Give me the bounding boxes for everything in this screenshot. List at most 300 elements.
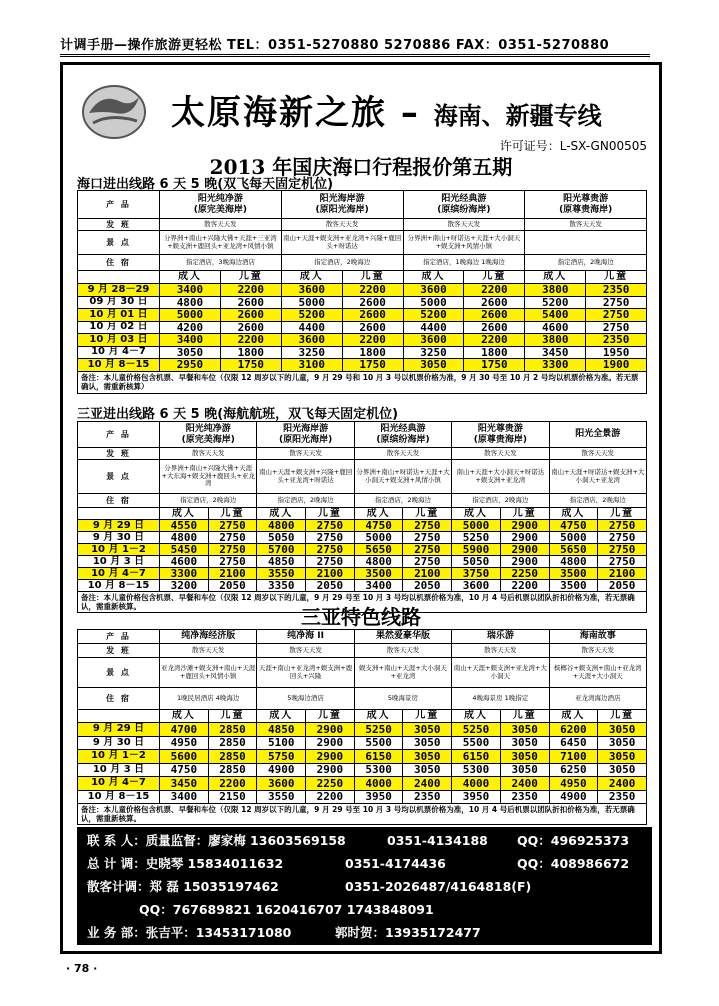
depart-label: 发 班 [78, 644, 160, 658]
price-cell: 2900 [306, 763, 355, 777]
price-cell: 2400 [500, 777, 549, 791]
depart-cell: 散客天天发 [452, 644, 549, 658]
price-cell: 2750 [403, 520, 452, 532]
adult-header: 成人 [281, 271, 342, 284]
price-cell: 4000 [452, 777, 501, 791]
price-cell: 5250 [452, 723, 501, 737]
adult-header: 成人 [354, 508, 403, 520]
price-cell: 2750 [403, 556, 452, 568]
price-cell: 3400 [160, 284, 221, 297]
price-cell: 2750 [403, 532, 452, 544]
price-cell: 4200 [160, 321, 221, 334]
product-name [452, 422, 549, 448]
table-note: 备注：本儿童价格包含机票、早餐和车位（仅限 12 周岁以下的儿童，9 月 29 号至 10 月 3 号均以机票价格为准，10 月 4 号后机票以团队折扣价格为准，若无票确认，需重新核算。 [78, 804, 647, 825]
sanya-price-table [77, 421, 647, 613]
sights-label: 景 点 [78, 658, 160, 688]
product-name [403, 191, 525, 219]
date-cell: 9 月 30 日 [78, 532, 160, 544]
table-row [78, 494, 647, 508]
product-title: 阳光尊贵游 [563, 193, 609, 204]
depart-cell: 散客天天发 [281, 219, 403, 231]
product-name [257, 422, 354, 448]
child-header: 儿童 [500, 508, 549, 520]
price-cell: 2750 [586, 296, 647, 309]
hotel-cell: 指定酒店，2晚海边 [354, 494, 451, 508]
product-title: 阳光纯净游 [185, 423, 231, 434]
price-cell: 2900 [306, 736, 355, 750]
price-cell: 2750 [598, 532, 647, 544]
table-row [78, 448, 647, 460]
product-label: 产 品 [78, 191, 160, 219]
product-subtitle: (原尊贵海岸) [559, 204, 613, 215]
price-cell: 2600 [220, 309, 281, 322]
adult-header: 成人 [354, 710, 403, 723]
price-cell: 3050 [403, 736, 452, 750]
price-cell: 2100 [208, 568, 257, 580]
table-row [78, 520, 647, 532]
sights-cell: 蜈支洲+南山+天涯+大小洞天+亚龙湾 [354, 658, 451, 688]
price-cell: 3500 [549, 580, 598, 592]
product-subtitle: (原完美海岸) [181, 434, 235, 445]
price-cell: 2750 [208, 544, 257, 556]
price-cell: 3800 [525, 284, 586, 297]
price-cell: 3750 [452, 568, 501, 580]
table-row [78, 231, 647, 255]
date-cell: 10 月 3 日 [78, 556, 160, 568]
price-cell: 1800 [464, 346, 525, 359]
table-row [78, 568, 647, 580]
sights-cell: 南山+天涯+蜈支洲+兴隆+鹿回头+亚龙湾+呀诺达 [257, 460, 354, 494]
table-row [78, 346, 647, 359]
product-name [549, 422, 646, 448]
price-cell: 6150 [452, 750, 501, 764]
table-row [78, 321, 647, 334]
product-title: 纯净海经济版 [181, 631, 236, 642]
price-cell: 2100 [598, 568, 647, 580]
product-title: 瑞乐游 [486, 631, 514, 642]
price-cell: 3400 [160, 790, 209, 804]
sights-cell: 南山+天涯+呀诺达+蜈支洲+大小洞天+亚龙湾 [549, 460, 646, 494]
price-cell: 4400 [403, 321, 464, 334]
price-cell: 2200 [464, 284, 525, 297]
table-row [78, 296, 647, 309]
price-cell: 2250 [500, 568, 549, 580]
product-title: 阳光纯净游 [197, 193, 243, 204]
price-cell: 4900 [549, 790, 598, 804]
price-cell: 4850 [257, 723, 306, 737]
date-cell: 9 月 29 日 [78, 520, 160, 532]
price-cell: 3800 [525, 334, 586, 347]
price-cell: 2050 [306, 580, 355, 592]
price-cell: 4600 [525, 321, 586, 334]
hotel-cell: 指定酒店，3晚海边酒店 [160, 255, 282, 271]
child-header: 儿童 [342, 271, 403, 284]
price-cell: 3100 [281, 359, 342, 372]
table-row [78, 723, 647, 737]
adult-header: 成人 [452, 710, 501, 723]
price-cell: 2400 [598, 777, 647, 791]
price-cell: 1800 [342, 346, 403, 359]
contact-row: 散客计调：郑 磊 15035197462 0351-2026487/4164818(F) [87, 879, 532, 894]
price-cell: 2950 [160, 359, 221, 372]
table-row [78, 763, 647, 777]
adult-header: 成人 [525, 271, 586, 284]
table-row [78, 532, 647, 544]
date-cell: 10 月 3 日 [78, 763, 160, 777]
depart-cell: 散客天天发 [354, 448, 451, 460]
price-cell: 3050 [598, 763, 647, 777]
table-row [78, 658, 647, 688]
date-cell: 9 月 28－29 [78, 284, 160, 297]
price-cell: 2050 [598, 580, 647, 592]
price-cell: 3350 [257, 580, 306, 592]
price-cell: 2750 [586, 321, 647, 334]
price-cell: 2600 [342, 321, 403, 334]
price-cell: 2200 [306, 790, 355, 804]
price-cell: 1750 [342, 359, 403, 372]
product-title: 纯净海 II [287, 631, 324, 642]
product-name [281, 191, 403, 219]
table-row [78, 255, 647, 271]
price-cell: 2750 [598, 544, 647, 556]
price-cell: 3400 [160, 334, 221, 347]
price-cell: 5750 [257, 750, 306, 764]
price-cell: 4950 [160, 736, 209, 750]
price-cell: 4900 [257, 763, 306, 777]
price-cell: 2850 [208, 736, 257, 750]
price-cell: 5500 [452, 736, 501, 750]
product-title: 阳光海岸游 [283, 423, 329, 434]
hotel-cell: 指定酒店，2晚海边 [281, 255, 403, 271]
price-cell: 3050 [403, 763, 452, 777]
product-title: 阳光经典游 [441, 193, 487, 204]
sights-label: 景 点 [78, 231, 160, 255]
product-label: 产 品 [78, 630, 160, 644]
product-label: 产 品 [78, 422, 160, 448]
price-cell: 2400 [403, 777, 452, 791]
product-subtitle: (原缤纷海岸) [376, 434, 430, 445]
sights-cell: 南山+天涯+蜈支洲+亚龙湾+兴隆+鹿回头+呀诺达 [281, 231, 403, 255]
price-cell: 4800 [354, 556, 403, 568]
license-number: 许可证号：L-SX-GN00505 [499, 139, 647, 153]
price-cell: 2750 [586, 309, 647, 322]
sights-cell: 分界洲+南山+兴隆大佛+天涯+大东海+蜈支洲+鹿回头+亚龙湾 [160, 460, 257, 494]
table-row [78, 271, 647, 284]
price-cell: 7100 [549, 750, 598, 764]
price-cell: 3200 [160, 580, 209, 592]
product-subtitle: (原阳光海岸) [278, 434, 333, 445]
main-title: 2013 年国庆海口行程报价第五期 [209, 155, 513, 179]
sights-cell: 天涯+南山+亚龙湾+蜈支洲+鹿回头+兴隆 [257, 658, 354, 688]
price-cell: 3600 [281, 334, 342, 347]
price-cell: 5250 [354, 723, 403, 737]
price-cell: 2200 [208, 777, 257, 791]
sights-cell: 南山+天涯+大小洞天+呀诺达+蜈支洲+亚龙湾 [452, 460, 549, 494]
contact-row: 业 务 部：张吉平：13453171080 郭时贺：13935172477 [87, 925, 481, 940]
price-cell: 2850 [208, 723, 257, 737]
hotel-cell: 指定酒店，2晚海边 [452, 494, 549, 508]
price-cell: 4000 [354, 777, 403, 791]
date-cell: 10 月 02 日 [78, 321, 160, 334]
price-cell: 2100 [306, 568, 355, 580]
price-cell: 2200 [220, 284, 281, 297]
price-cell: 2750 [598, 520, 647, 532]
price-cell: 3600 [257, 777, 306, 791]
sanya-section-title: 三亚进出线路 6 天 5 晚(海航航班，双飞每天固定机位) [77, 407, 399, 422]
product-title: 阳光全景游 [575, 429, 621, 440]
depart-cell: 散客天天发 [403, 219, 525, 231]
table-row [78, 460, 647, 494]
price-cell: 3050 [403, 359, 464, 372]
price-cell: 3450 [525, 346, 586, 359]
adult-header: 成人 [403, 271, 464, 284]
price-cell: 4950 [549, 777, 598, 791]
price-cell: 2900 [500, 544, 549, 556]
special-price-table [77, 629, 647, 825]
price-cell: 5050 [257, 532, 306, 544]
table-row [78, 556, 647, 568]
price-cell: 5650 [354, 544, 403, 556]
price-cell: 3950 [354, 790, 403, 804]
special-section-title: 三亚特色线路 [301, 605, 421, 629]
price-cell: 5000 [281, 296, 342, 309]
product-title: 阳光海岸游 [319, 193, 365, 204]
price-cell: 5200 [403, 309, 464, 322]
adult-header: 成人 [160, 508, 209, 520]
price-cell: 2750 [208, 532, 257, 544]
price-cell: 5000 [403, 296, 464, 309]
price-cell: 2900 [306, 723, 355, 737]
table-row [78, 284, 647, 297]
contact-row: 联 系 人：质量监督：廖家梅 13603569158 0351-4134188 QQ：496925373 [87, 833, 630, 848]
price-cell: 4800 [160, 296, 221, 309]
price-cell: 5200 [525, 296, 586, 309]
product-title: 果然爱豪华版 [375, 631, 430, 642]
adult-header: 成人 [160, 271, 221, 284]
price-cell: 2350 [500, 790, 549, 804]
product-name [160, 422, 257, 448]
table-row [78, 736, 647, 750]
depart-cell: 散客天天发 [549, 644, 646, 658]
hotel-cell: 5晚海边酒店 [257, 688, 354, 710]
price-cell: 2750 [306, 532, 355, 544]
hotel-cell: 4晚海景房 1晚指定 [452, 688, 549, 710]
price-cell: 3050 [403, 750, 452, 764]
price-cell: 2200 [342, 284, 403, 297]
price-cell: 4400 [281, 321, 342, 334]
haikou-price-table [77, 190, 647, 394]
hotel-cell: 5晚海景房 [354, 688, 451, 710]
price-cell: 2850 [208, 763, 257, 777]
table-row [78, 334, 647, 347]
child-header: 儿童 [306, 508, 355, 520]
product-name [257, 630, 354, 644]
child-header: 儿童 [403, 508, 452, 520]
price-cell: 5100 [257, 736, 306, 750]
price-cell: 5000 [549, 532, 598, 544]
price-cell: 2900 [500, 520, 549, 532]
product-subtitle: (原完美海岸) [193, 204, 247, 215]
price-cell: 3250 [403, 346, 464, 359]
child-header: 儿童 [208, 710, 257, 723]
price-cell: 6250 [549, 763, 598, 777]
depart-cell: 散客天天发 [160, 448, 257, 460]
price-cell: 3050 [500, 750, 549, 764]
table-row [78, 630, 647, 644]
hotel-cell: 指定酒店，2晚海边 [549, 494, 646, 508]
price-cell: 6200 [549, 723, 598, 737]
price-cell: 4800 [257, 520, 306, 532]
page-header: 计调手册—操作旅游更轻松 TEL：0351-5270880 5270886 FAX：0351-5270880 [60, 34, 650, 57]
depart-cell: 散客天天发 [257, 448, 354, 460]
table-row [78, 422, 647, 448]
table-row [78, 804, 647, 825]
table-note: 备注：本儿童价格包含机票、早餐和车位（仅限 12 周岁以下的儿童，9 月 29 号和 10 月 3 号以机票价格为准，9 月 30 号至 10 月 2 号均以机票价格为准。若无票确认，需重新核算） [78, 371, 647, 393]
table-row [78, 191, 647, 219]
depart-cell: 散客天天发 [452, 448, 549, 460]
hotel-cell: 指定酒店，2晚海边 [257, 494, 354, 508]
price-cell: 3300 [160, 568, 209, 580]
date-cell: 10 月 1－2 [78, 544, 160, 556]
product-title: 阳光经典游 [380, 423, 426, 434]
sights-cell: 槟榔谷+蜈支洲+南山+亚龙湾+天涯+大小洞天 [549, 658, 646, 688]
price-cell: 3050 [403, 723, 452, 737]
hotel-cell: 指定酒店，2晚海边 [525, 255, 647, 271]
price-cell: 5050 [452, 556, 501, 568]
table-note: 备注：本儿童价格包含机票、早餐和车位（仅限 12 周岁以下的儿童，9 月 29 号至 10 月 3 号均以机票价格为准，10 月 4 号后机票以团队折扣价格为准，若无票确认，需重新核算。 [78, 592, 647, 613]
price-cell: 5600 [160, 750, 209, 764]
price-cell: 2750 [208, 520, 257, 532]
sights-cell: 分界洲+南山+呀诺达+天涯+大小洞天+蜈支洲+风情小镇 [403, 231, 525, 255]
table-row [78, 710, 647, 723]
table-row [78, 644, 647, 658]
sights-cell: 亚龙湾沙滩+蜈支洲+南山+天涯+鹿回头+风情小镇 [160, 658, 257, 688]
child-header: 儿童 [306, 710, 355, 723]
price-cell: 2350 [586, 334, 647, 347]
sights-cell: 分界洲+南山+兴隆大佛+天涯+三亚湾+蜈支洲+鹿回头+亚龙湾+风情小镇 [160, 231, 282, 255]
product-subtitle: (原缤纷海岸) [437, 204, 491, 215]
child-header: 儿童 [208, 508, 257, 520]
date-cell: 10 月 4－7 [78, 568, 160, 580]
price-cell: 2050 [403, 580, 452, 592]
price-cell: 2900 [500, 532, 549, 544]
price-cell: 3500 [354, 568, 403, 580]
price-cell: 1900 [586, 359, 647, 372]
table-row [78, 777, 647, 791]
price-cell: 4750 [549, 520, 598, 532]
price-cell: 1750 [464, 359, 525, 372]
sights-cell: 南山+天涯+蜈支洲+亚龙湾+大小洞天 [452, 658, 549, 688]
price-cell: 3600 [452, 580, 501, 592]
price-cell: 3600 [403, 334, 464, 347]
price-cell: 3050 [598, 723, 647, 737]
adult-header: 成人 [452, 508, 501, 520]
price-cell: 4850 [257, 556, 306, 568]
page-frame [60, 62, 662, 954]
price-cell: 3500 [549, 568, 598, 580]
price-cell: 5450 [160, 544, 209, 556]
price-cell: 3600 [403, 284, 464, 297]
price-cell: 5200 [281, 309, 342, 322]
child-header: 儿童 [403, 710, 452, 723]
child-header: 儿童 [586, 271, 647, 284]
depart-cell: 散客天天发 [160, 644, 257, 658]
table-row [78, 688, 647, 710]
date-cell: 10 月 8－15 [78, 580, 160, 592]
price-cell: 2750 [306, 556, 355, 568]
price-cell: 4800 [549, 556, 598, 568]
sights-cell [525, 231, 647, 255]
price-cell: 1950 [586, 346, 647, 359]
date-cell: 10 月 03 日 [78, 334, 160, 347]
price-cell: 2350 [403, 790, 452, 804]
price-cell: 3550 [257, 790, 306, 804]
child-header: 儿童 [500, 710, 549, 723]
date-cell: 10 月 1－2 [78, 750, 160, 764]
depart-cell: 散客天天发 [525, 219, 647, 231]
price-cell: 5300 [452, 763, 501, 777]
price-cell: 3050 [500, 763, 549, 777]
adult-header: 成人 [160, 710, 209, 723]
contact-row: QQ：767689821 1620416707 1743848091 [139, 902, 434, 917]
price-cell: 5250 [452, 532, 501, 544]
price-cell: 3050 [598, 736, 647, 750]
price-cell: 2200 [220, 334, 281, 347]
price-cell: 2600 [220, 296, 281, 309]
brand-title: 太原海新之旅 – 海南、新疆专线 [171, 93, 602, 133]
price-cell: 2600 [342, 296, 403, 309]
price-cell: 5000 [452, 520, 501, 532]
price-cell: 5650 [549, 544, 598, 556]
price-cell: 4700 [160, 723, 209, 737]
depart-label: 发 班 [78, 219, 160, 231]
price-cell: 6450 [549, 736, 598, 750]
date-cell: 10 月 01 日 [78, 309, 160, 322]
page-number: · 78 · [66, 962, 98, 975]
price-cell: 3250 [281, 346, 342, 359]
child-header: 儿童 [598, 508, 647, 520]
blank-cell [78, 271, 160, 284]
adult-header: 成人 [257, 710, 306, 723]
product-name [354, 422, 451, 448]
price-cell: 2600 [464, 309, 525, 322]
price-cell: 3050 [500, 736, 549, 750]
child-header: 儿童 [464, 271, 525, 284]
price-cell: 2850 [208, 750, 257, 764]
price-cell: 2150 [208, 790, 257, 804]
price-cell: 1800 [220, 346, 281, 359]
depart-cell: 散客天天发 [549, 448, 646, 460]
price-cell: 3600 [281, 284, 342, 297]
adult-header: 成人 [549, 710, 598, 723]
table-row [78, 371, 647, 393]
product-subtitle: (原尊贵海岸) [473, 434, 527, 445]
date-cell: 9 月 30 日 [78, 736, 160, 750]
table-row [78, 359, 647, 372]
sights-label: 景 点 [78, 460, 160, 494]
table-row [78, 790, 647, 804]
depart-cell: 散客天天发 [354, 644, 451, 658]
price-cell: 4550 [160, 520, 209, 532]
price-cell: 5000 [160, 309, 221, 322]
hotel-cell: 指定酒店，2晚海边 [160, 494, 257, 508]
price-cell: 2600 [342, 309, 403, 322]
price-cell: 6150 [354, 750, 403, 764]
date-cell: 10 月 8－15 [78, 790, 160, 804]
product-name [160, 630, 257, 644]
table-row [78, 508, 647, 520]
price-cell: 4800 [160, 532, 209, 544]
